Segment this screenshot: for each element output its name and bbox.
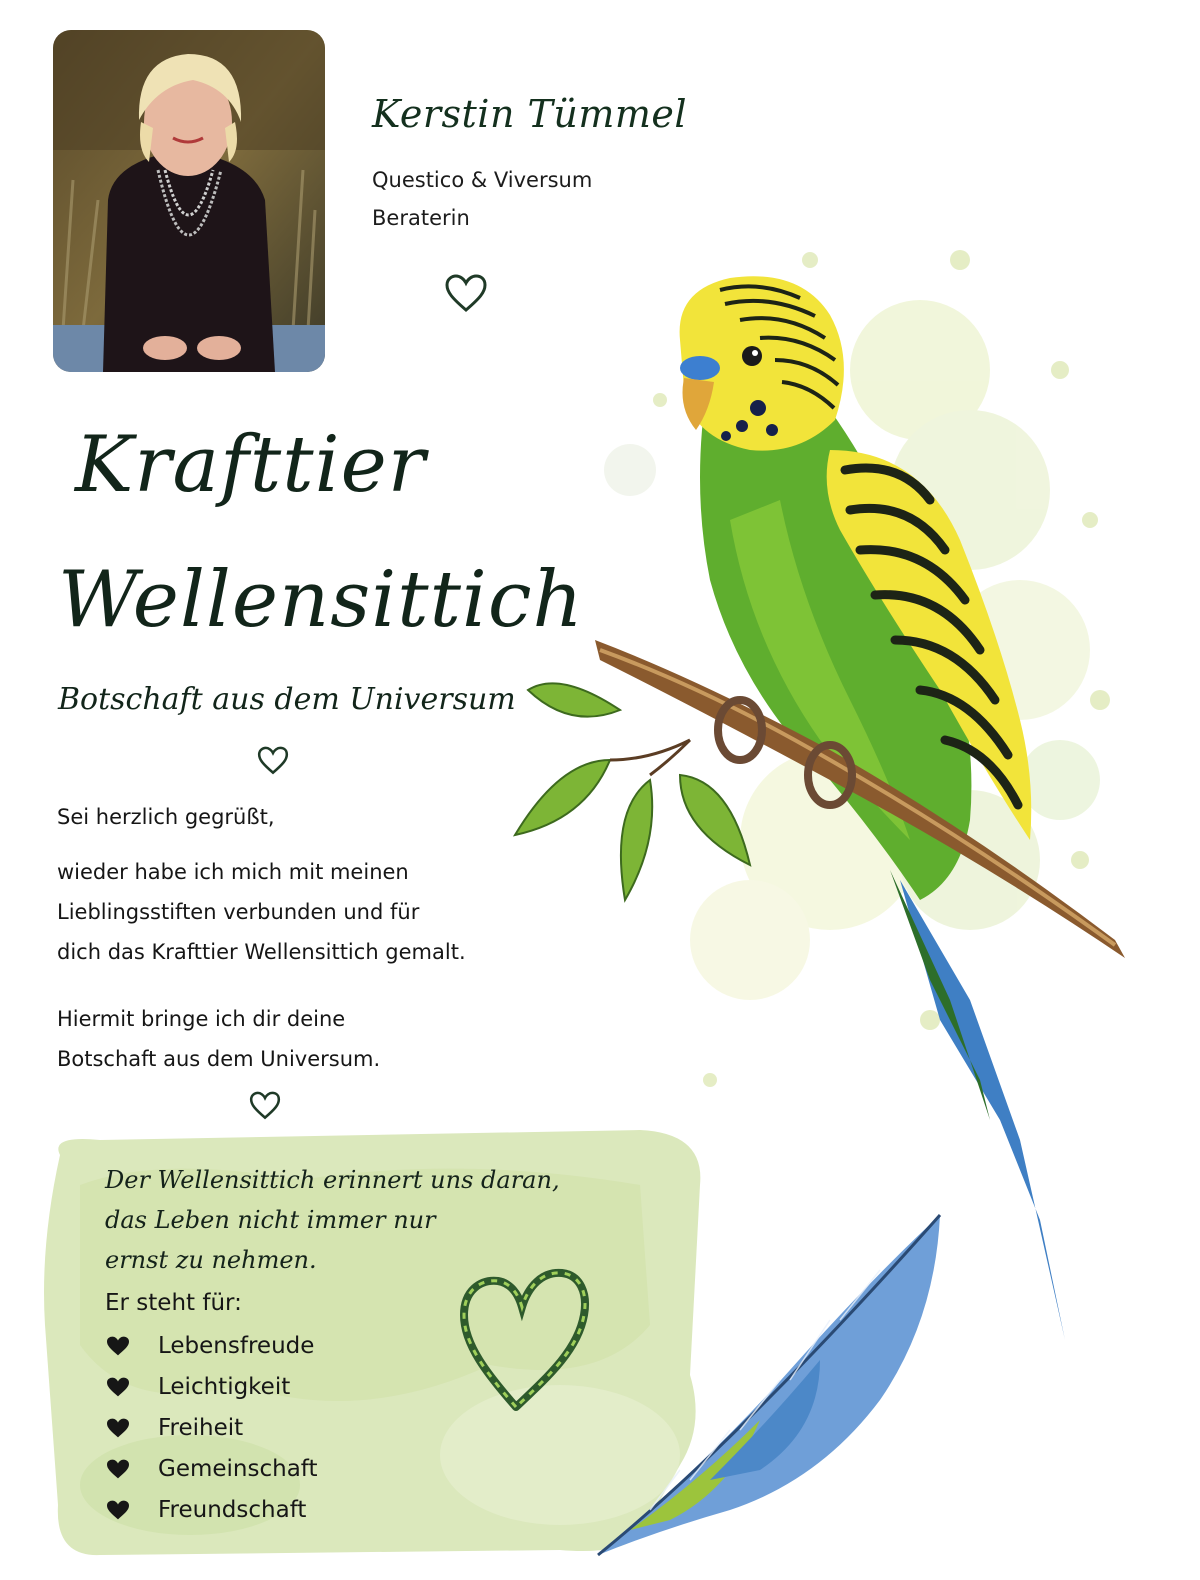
paragraph-line: Hiermit bringe ich dir deine [57, 1007, 346, 1031]
paragraph-line: wieder habe ich mich mit meinen [57, 860, 409, 884]
list-item [105, 1407, 318, 1448]
heart-filled-icon [105, 1335, 131, 1357]
quote-line: Der Wellensittich erinnert uns daran, [105, 1166, 560, 1194]
list-item [105, 1325, 318, 1366]
list-item [105, 1448, 318, 1489]
heart-filled-icon [105, 1458, 131, 1480]
author-name: Kerstin Tümmel [372, 92, 688, 136]
paragraph-1 [57, 852, 466, 972]
stands-for-label: Er steht für: [105, 1290, 242, 1316]
title-line-1: Krafttier [75, 420, 427, 510]
heart-filled-icon [105, 1499, 131, 1521]
title-line-2: Wellensittich [58, 555, 584, 645]
quote [105, 1160, 560, 1280]
greeting: Sei herzlich gegrüßt, [57, 805, 275, 829]
quote-line: ernst zu nehmen. [105, 1246, 317, 1274]
heart-outline-icon [256, 745, 290, 777]
paragraph-line: dich das Krafttier Wellensittich gemalt. [57, 940, 466, 964]
heart-filled-icon [105, 1376, 131, 1398]
list-item [105, 1366, 318, 1407]
quote-line: das Leben nicht immer nur [105, 1206, 436, 1234]
subtitle: Botschaft aus dem Universum [58, 682, 516, 717]
paragraph-line: Botschaft aus dem Universum. [57, 1047, 381, 1071]
list-item-label: Leichtigkeit [158, 1373, 291, 1400]
list-item-label: Freiheit [158, 1414, 244, 1441]
author-platforms: Questico & Viversum [372, 168, 593, 192]
feather-illustration [590, 1210, 960, 1560]
list-item-label: Gemeinschaft [158, 1455, 318, 1482]
paragraph-2 [57, 999, 380, 1079]
heart-outline-icon [248, 1090, 282, 1122]
heart-outline-icon [444, 272, 488, 316]
list-item [105, 1489, 318, 1530]
list-item-label: Freundschaft [158, 1496, 307, 1523]
qualities-list [105, 1325, 318, 1530]
paragraph-line: Lieblingsstiften verbunden und für [57, 900, 420, 924]
list-item-label: Lebensfreude [158, 1332, 315, 1359]
heart-filled-icon [105, 1417, 131, 1439]
budgerigar-illustration [500, 220, 1160, 1350]
author-photo [53, 30, 325, 372]
author-role: Beraterin [372, 206, 470, 230]
